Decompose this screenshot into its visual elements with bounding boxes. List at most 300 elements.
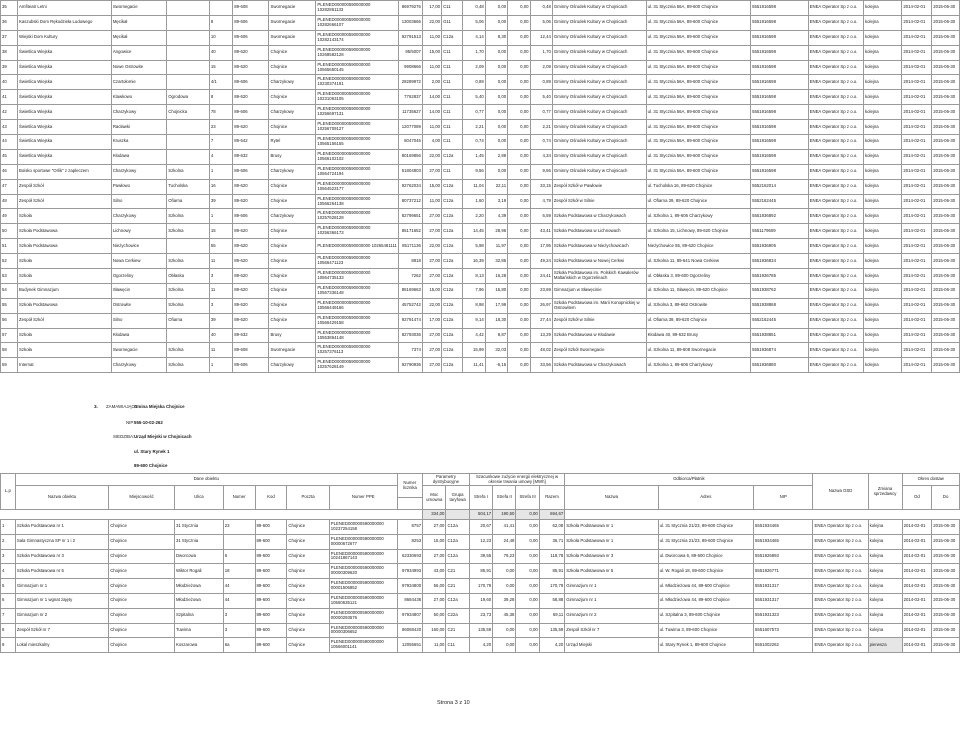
table-cell: 27,00 (423, 520, 446, 535)
table-cell: PLENED000000590000000 10256709127 (316, 120, 399, 135)
table-row (1, 564, 960, 579)
table-cell: 3 (1, 549, 16, 564)
table-cell: 11,00 (423, 638, 446, 653)
table-cell: 11,00 (422, 194, 441, 209)
table-cell: 2015-06-30 (932, 15, 960, 30)
table-cell: 89-606 (233, 209, 269, 224)
table-cell: 7262 (399, 269, 422, 284)
table-cell: 39 (1, 60, 18, 75)
table-cell: 0,00 (485, 120, 507, 135)
table-cell: 15,00 (422, 179, 441, 194)
table-cell: 11 (209, 254, 232, 269)
table-cell: Charzykowy (269, 105, 316, 120)
table-cell: 0,00 (508, 45, 530, 60)
table-cell: Szkoła Podstawowa nr 3 (565, 549, 658, 564)
table-cell: 39,28 (493, 593, 516, 608)
table-cell: 2015-06-30 (932, 60, 960, 75)
table-cell: ENEA Operator Sp z o.o. (808, 328, 863, 343)
table-cell: 82799651 (399, 209, 422, 224)
table-cell: 9 (1, 638, 16, 653)
table-cell: Chojnice (269, 313, 316, 328)
table-cell: Boisko sportowe "Orlik" z zapleczem (18, 164, 112, 179)
table-row (1, 358, 960, 373)
table-cell: C11 (442, 45, 463, 60)
table-cell: 22,11 (485, 179, 507, 194)
table-cell: 69,11 (539, 608, 564, 623)
table-cell: kolejna (864, 60, 902, 75)
table-cell: 2015-06-30 (932, 328, 960, 343)
table-cell: PLENED000000590000000 10257628128 (316, 209, 399, 224)
table-cell: 86068420 (397, 623, 422, 638)
table-cell: 5551916598 (751, 120, 809, 135)
lower-table (0, 473, 960, 653)
table-cell: PLENED000000590000000 10567336148 (316, 283, 399, 298)
table-cell: 5551916598 (751, 45, 809, 60)
table-cell: 0,00 (508, 283, 530, 298)
table-cell: C11 (442, 90, 463, 105)
table-cell: 54 (1, 283, 18, 298)
table-cell: 0,77 (463, 105, 485, 120)
table-cell: 7 (1, 608, 16, 623)
table-cell: 11,00 (422, 60, 441, 75)
table-cell: kolejna (864, 179, 902, 194)
table-cell: 89-608 (233, 1, 269, 16)
table-cell: 2015-06-30 (932, 179, 960, 194)
table-cell: 43,41 (530, 224, 552, 239)
table-cell (209, 1, 232, 16)
table-cell: PLENED000000590000000 10231063105 (316, 90, 399, 105)
table-cell: Gminny Ośrodek Kultury w Chojnicach (552, 30, 646, 45)
table-cell: 5551916598 (751, 75, 809, 90)
table-cell: PLENED000000590000000 10282143174 (316, 30, 399, 45)
table-cell: 0,00 (508, 30, 530, 45)
table-cell: 22,00 (422, 15, 441, 30)
table-cell: 89-600 (255, 564, 287, 579)
table-cell: 2015-06-30 (932, 1, 960, 16)
table-cell: PLENED000000590000000 10241867143 (329, 549, 397, 564)
table-cell: ENEA Operator Sp z o.o. (808, 343, 863, 358)
table-cell: 18 (223, 564, 255, 579)
table-cell: 2014-02-01 (902, 269, 932, 284)
table-cell: 5551936905 (751, 239, 809, 254)
table-cell: 92791513 (399, 30, 422, 45)
total-strefa3: 0,00 (516, 510, 539, 520)
table-cell: 0,00 (485, 90, 507, 105)
table-cell: 2015-06-30 (932, 623, 960, 638)
table-cell: C12a (446, 549, 469, 564)
table-cell: Szkoła Podstawowa (18, 298, 112, 313)
table-row (1, 343, 960, 358)
table-cell: 0,00 (485, 15, 507, 30)
table-cell: PLENED000000590000000 10565156155 (316, 135, 399, 150)
table-cell: 2014-02-01 (902, 283, 932, 298)
table-cell: 16,28 (485, 269, 507, 284)
table-cell: Chojnice (109, 579, 175, 594)
table-cell: 5551607573 (754, 623, 813, 638)
table-cell: 0,00 (508, 313, 530, 328)
table-cell: Swornegacie (111, 1, 166, 16)
table-cell: ul. Szkolna 11, 89-608 Swornegacie (646, 343, 750, 358)
table-cell: ENEA Operator Sp z o.o. (808, 298, 863, 313)
table-cell: Ostrowite (111, 298, 166, 313)
table-cell: 3 (209, 269, 232, 284)
table-cell: kolejna (864, 120, 902, 135)
table-cell: 6 (1, 593, 16, 608)
table-cell: 1,70 (530, 45, 552, 60)
table-cell: 2,21 (530, 120, 552, 135)
table-cell: Gminny Ośrodek Kultury w Chojnicach (552, 105, 646, 120)
table-cell: ENEA Operator Sp z o.o. (808, 15, 863, 30)
table-cell: C21 (446, 564, 469, 579)
table-cell: Świetlica Wiejska (18, 45, 112, 60)
table-cell: 89-606 (233, 30, 269, 45)
table-cell: kolejna (868, 608, 902, 623)
table-cell: 27,00 (422, 358, 441, 373)
table-cell: 0,00 (493, 638, 516, 653)
table-cell (167, 75, 210, 90)
table-cell: 58 (1, 343, 18, 358)
table-cell: Szkoła Podstawowa w Lichnowach (552, 224, 646, 239)
table-cell: PLENED000000590000000 10282666107 (316, 15, 399, 30)
table-cell: G11 (442, 15, 463, 30)
table-cell: kolejna (868, 579, 902, 594)
table-cell: 50 (1, 224, 18, 239)
table-cell: 2014-02-01 (902, 90, 932, 105)
table-cell: kolejna (864, 298, 902, 313)
table-cell: 89-606 (233, 105, 269, 120)
header-miejscowosc: Miejscowość (109, 486, 175, 510)
table-row (1, 75, 960, 90)
table-cell: 2014-02-01 (902, 313, 932, 328)
table-cell: 89-600 (255, 593, 287, 608)
table-cell: Kruszka (111, 135, 166, 150)
table-cell: 56,00 (423, 579, 446, 594)
table-cell: 5551934465 (754, 534, 813, 549)
table-cell: kolejna (864, 269, 902, 284)
table-cell: kolejna (864, 358, 902, 373)
table-row (1, 30, 960, 45)
table-cell: PLENED000000590000000 10566449166 (316, 298, 399, 313)
table-cell: PLENED000000590000000 10550635121 (329, 593, 397, 608)
table-cell: 8684436 (397, 593, 422, 608)
table-cell: 5551179609 (751, 224, 809, 239)
table-cell: 2014-02-01 (902, 520, 932, 535)
table-cell: Szkoła (18, 343, 112, 358)
table-cell: 5551936785 (751, 269, 809, 284)
table-cell: Zespół Szkół Swornegacie (552, 343, 646, 358)
table-cell: 24,41 (530, 269, 552, 284)
table-cell: 2,21 (463, 120, 485, 135)
table-cell: PLENED000000590000000 10553864148 (316, 328, 399, 343)
table-cell: 8 (209, 15, 232, 30)
table-cell: 45752742 (399, 298, 422, 313)
table-cell: 0,48 (463, 1, 485, 16)
table-cell: Kłodawa (111, 328, 166, 343)
table-cell: 3 (209, 298, 232, 313)
table-cell: 18,30 (485, 313, 507, 328)
table-cell (223, 534, 255, 549)
table-cell: 1,70 (463, 45, 485, 60)
table-cell: Szkoła Podstawowa nr 5 (15, 564, 108, 579)
table-cell: 0,00 (508, 298, 530, 313)
table-cell: 62,08 (539, 520, 564, 535)
table-row (1, 298, 960, 313)
table-cell: Gimnazjum nr 2 (15, 608, 108, 623)
table-cell: 0,74 (463, 135, 485, 150)
table-cell: 0,00 (516, 593, 539, 608)
table-cell: Szkolna (167, 254, 210, 269)
table-cell: C12a (442, 343, 463, 358)
table-cell: 2014-02-01 (902, 164, 932, 179)
table-cell: C12a (442, 313, 463, 328)
table-cell: ENEA Operator Sp z o.o. (808, 209, 863, 224)
table-cell: 5551916598 (751, 164, 809, 179)
table-cell: 89-620 (233, 269, 269, 284)
table-cell: 80169856 (399, 149, 422, 164)
table-cell: ul. 31 Stycznia 56A, 89-600 Chojnice (646, 60, 750, 75)
table-cell: ENEA Operator Sp z o.o. (808, 313, 863, 328)
total-spacer (446, 510, 469, 520)
table-cell: Chojnice (269, 298, 316, 313)
table-cell: 92790936 (399, 358, 422, 373)
table-cell: 82793036 (399, 328, 422, 343)
table-cell: C12a (442, 30, 463, 45)
table-cell: ul. 31 Stycznia 56A, 89-600 Chojnice (646, 164, 750, 179)
table-cell: Chojnice (269, 254, 316, 269)
table-cell: 57 (1, 328, 18, 343)
table-cell: PLENED000000590000000 00000293576 (329, 608, 397, 623)
table-cell: 33,56 (530, 358, 552, 373)
table-cell: 27,00 (422, 328, 441, 343)
table-cell: 15,00 (422, 283, 441, 298)
table-cell: 1,45 (463, 149, 485, 164)
table-cell: 89-606 (233, 164, 269, 179)
table-cell: 2014-02-01 (902, 593, 932, 608)
table-cell: 8,87 (485, 328, 507, 343)
header-razem: Razem (539, 486, 564, 510)
table-cell: ENEA Operator Sp z o.o. (808, 239, 863, 254)
table-cell: 89-608 (233, 343, 269, 358)
table-cell: 11 (209, 343, 232, 358)
table-cell: Tuwima (174, 623, 223, 638)
table-cell: 2015-06-30 (932, 30, 960, 45)
table-cell: 2014-02-01 (902, 343, 932, 358)
table-cell: 20,67 (469, 520, 492, 535)
table-cell: 2015-06-30 (932, 209, 960, 224)
table-cell: 135,59 (539, 623, 564, 638)
table-cell: 118,78 (539, 549, 564, 564)
table-cell: 5551931323 (754, 608, 813, 623)
table-row (1, 224, 960, 239)
street-value: ul. Stary Rynek 1 (134, 449, 170, 454)
table-cell: 0,00 (485, 45, 507, 60)
table-cell: 89-620 (233, 120, 269, 135)
totals-spacer-right (565, 510, 960, 520)
table-cell: PLENED000000590000000 10564735133 (316, 269, 399, 284)
table-cell: 2015-06-30 (932, 579, 960, 594)
table-cell: pierwsza (868, 638, 902, 653)
table-row (1, 194, 960, 209)
table-cell: 27,00 (422, 164, 441, 179)
table-cell: 1 (209, 164, 232, 179)
table-cell: Chojnice (109, 520, 175, 535)
table-cell: 5551936892 (751, 209, 809, 224)
table-cell: C22a (446, 608, 469, 623)
table-cell: 0,89 (463, 75, 485, 90)
table-cell: PLENED000000590000000 10282861133 (316, 1, 399, 16)
table-cell: ENEA Operator Sp z o.o. (813, 564, 868, 579)
table-cell: 50,00 (423, 608, 446, 623)
table-cell: Tucholska (167, 179, 210, 194)
table-cell: 4,79 (530, 194, 552, 209)
table-cell: Zespół Szkół w Silnie (552, 194, 646, 209)
table-cell: Nowa Cerkiew (111, 254, 166, 269)
table-cell: C21 (446, 579, 469, 594)
table-cell: 40 (209, 328, 232, 343)
table-cell: 17,99 (485, 298, 507, 313)
table-cell: ENEA Operator Sp z o.o. (808, 269, 863, 284)
table-cell: 89-600 (255, 623, 287, 638)
table-cell: 89-600 (255, 549, 287, 564)
table-cell: 3 (223, 623, 255, 638)
table-cell: 2014-02-01 (902, 135, 932, 150)
table-cell: 3,19 (485, 194, 507, 209)
table-cell: ENEA Operator Sp z o.o. (813, 593, 868, 608)
table-cell: Gimnazjum nr 1 (15, 579, 108, 594)
table-cell: C21 (446, 623, 469, 638)
table-cell: C11 (442, 60, 463, 75)
table-cell: 89-600 (255, 520, 287, 535)
table-cell: 2 (1, 534, 16, 549)
table-cell: Chojnice (269, 283, 316, 298)
table-cell: 85171136 (399, 239, 422, 254)
table-cell: 8,98 (463, 298, 485, 313)
table-cell: 2014-02-01 (902, 60, 932, 75)
table-cell: ul. 31 Stycznia 56A, 89-600 Chojnice (646, 30, 750, 45)
table-cell: Zespół Szkół nr 7 (15, 623, 108, 638)
table-cell: PLENED000000590000000 10565650145 (316, 60, 399, 75)
header-nazwa-osd: Nazwa OSD (813, 474, 868, 510)
table-cell: Szkoła Podstawowa nr 1 (565, 534, 658, 549)
table-cell: PLENED000000590000000 00000306652 (329, 623, 397, 638)
table-cell: 11,00 (422, 120, 441, 135)
table-row (1, 179, 960, 194)
header-adres: Adres (658, 486, 753, 510)
table-row (1, 15, 960, 30)
table-cell: ENEA Operator Sp z o.o. (808, 90, 863, 105)
table-cell: 0,00 (485, 1, 507, 16)
table-row (1, 254, 960, 269)
table-cell: Szkoła (18, 328, 112, 343)
table-cell: ul. Szkolna 1, 89-606 Charzykowy (646, 209, 750, 224)
table-cell: 5551931317 (754, 593, 813, 608)
table-cell: kolejna (868, 623, 902, 638)
table-cell: Szkolna (167, 224, 210, 239)
table-cell: kolejna (864, 328, 902, 343)
table-cell: 53 (1, 269, 18, 284)
table-cell: Lichnowy (111, 224, 166, 239)
table-cell: 2015-06-30 (932, 534, 960, 549)
table-cell: 170,79 (539, 579, 564, 594)
table-cell: 5,06 (530, 15, 552, 30)
table-cell: Obłaska (167, 269, 210, 284)
table-row (1, 135, 960, 150)
header-dane-obiektu: Dane obiektu (15, 474, 397, 486)
table-cell: 39,55 (469, 549, 492, 564)
header-lp: L.p (1, 474, 16, 510)
table-cell: Angowice (111, 45, 166, 60)
table-cell: 89-620 (233, 239, 269, 254)
table-cell: 39 (209, 313, 232, 328)
table-cell: Charzykowy (111, 164, 166, 179)
table-cell: 89-620 (233, 90, 269, 105)
table-cell: ul. Szkolna 11, Sławęcin, 89-620 Chojnice (646, 283, 750, 298)
table-cell: Nowe Ostrowite (111, 60, 166, 75)
table-cell: C11 (442, 75, 463, 90)
table-cell: 4 (209, 149, 232, 164)
table-cell: C12a (442, 298, 463, 313)
table-cell (167, 239, 210, 254)
table-cell: 11,00 (422, 30, 441, 45)
table-cell: C12a (442, 254, 463, 269)
table-cell: 2014-02-01 (902, 15, 932, 30)
table-cell: 0,00 (485, 75, 507, 90)
table-cell: 4,42 (463, 328, 485, 343)
table-cell: C11 (442, 164, 463, 179)
header-do: Do (932, 486, 960, 510)
table-cell: 0,00 (493, 579, 516, 594)
table-cell: Charzykowy (269, 209, 316, 224)
table-cell: 92791474 (399, 313, 422, 328)
header-numer: Numer (223, 486, 255, 510)
table-cell: PLENED000000590000000 10265481111 (316, 239, 399, 254)
table-cell: 0,48 (530, 1, 552, 16)
table-cell: 89-620 (233, 254, 269, 269)
table-cell: 47 (1, 179, 18, 194)
table-cell: 89-620 (233, 298, 269, 313)
table-cell: 13,29 (530, 328, 552, 343)
table-cell: Chojnice (109, 534, 175, 549)
table-cell: 12077089 (399, 120, 422, 135)
table-row (1, 283, 960, 298)
table-cell: 62330693 (397, 549, 422, 564)
table-cell: 89-620 (233, 313, 269, 328)
table-cell: 14,00 (422, 90, 441, 105)
table-cell: 5551002262 (754, 638, 813, 653)
table-cell: 2014-02-01 (902, 534, 932, 549)
table-row (1, 328, 960, 343)
page-number: Strona 3 z 10 (437, 700, 470, 706)
table-cell: kolejna (864, 164, 902, 179)
table-row (1, 623, 960, 638)
table-cell: 2015-06-30 (932, 564, 960, 579)
table-cell: ENEA Operator Sp z o.o. (813, 623, 868, 638)
table-cell: 5551916598 (751, 30, 809, 45)
table-cell: 2014-02-01 (902, 45, 932, 60)
table-cell: Racławki (111, 120, 166, 135)
table-cell: 46 (1, 164, 18, 179)
table-cell: 2014-02-01 (902, 328, 932, 343)
table-cell: 15,00 (423, 534, 446, 549)
table-cell: ENEA Operator Sp z o.o. (808, 194, 863, 209)
table-cell (167, 45, 210, 60)
table-cell: 2014-02-01 (902, 149, 932, 164)
table-cell: 32,03 (485, 343, 507, 358)
table-cell: 2014-02-01 (902, 239, 932, 254)
table-cell: 0,00 (508, 105, 530, 120)
table-cell: 2,20 (463, 209, 485, 224)
table-cell: Szkoła Podstawowa w Nowej Cerkwi (552, 254, 646, 269)
